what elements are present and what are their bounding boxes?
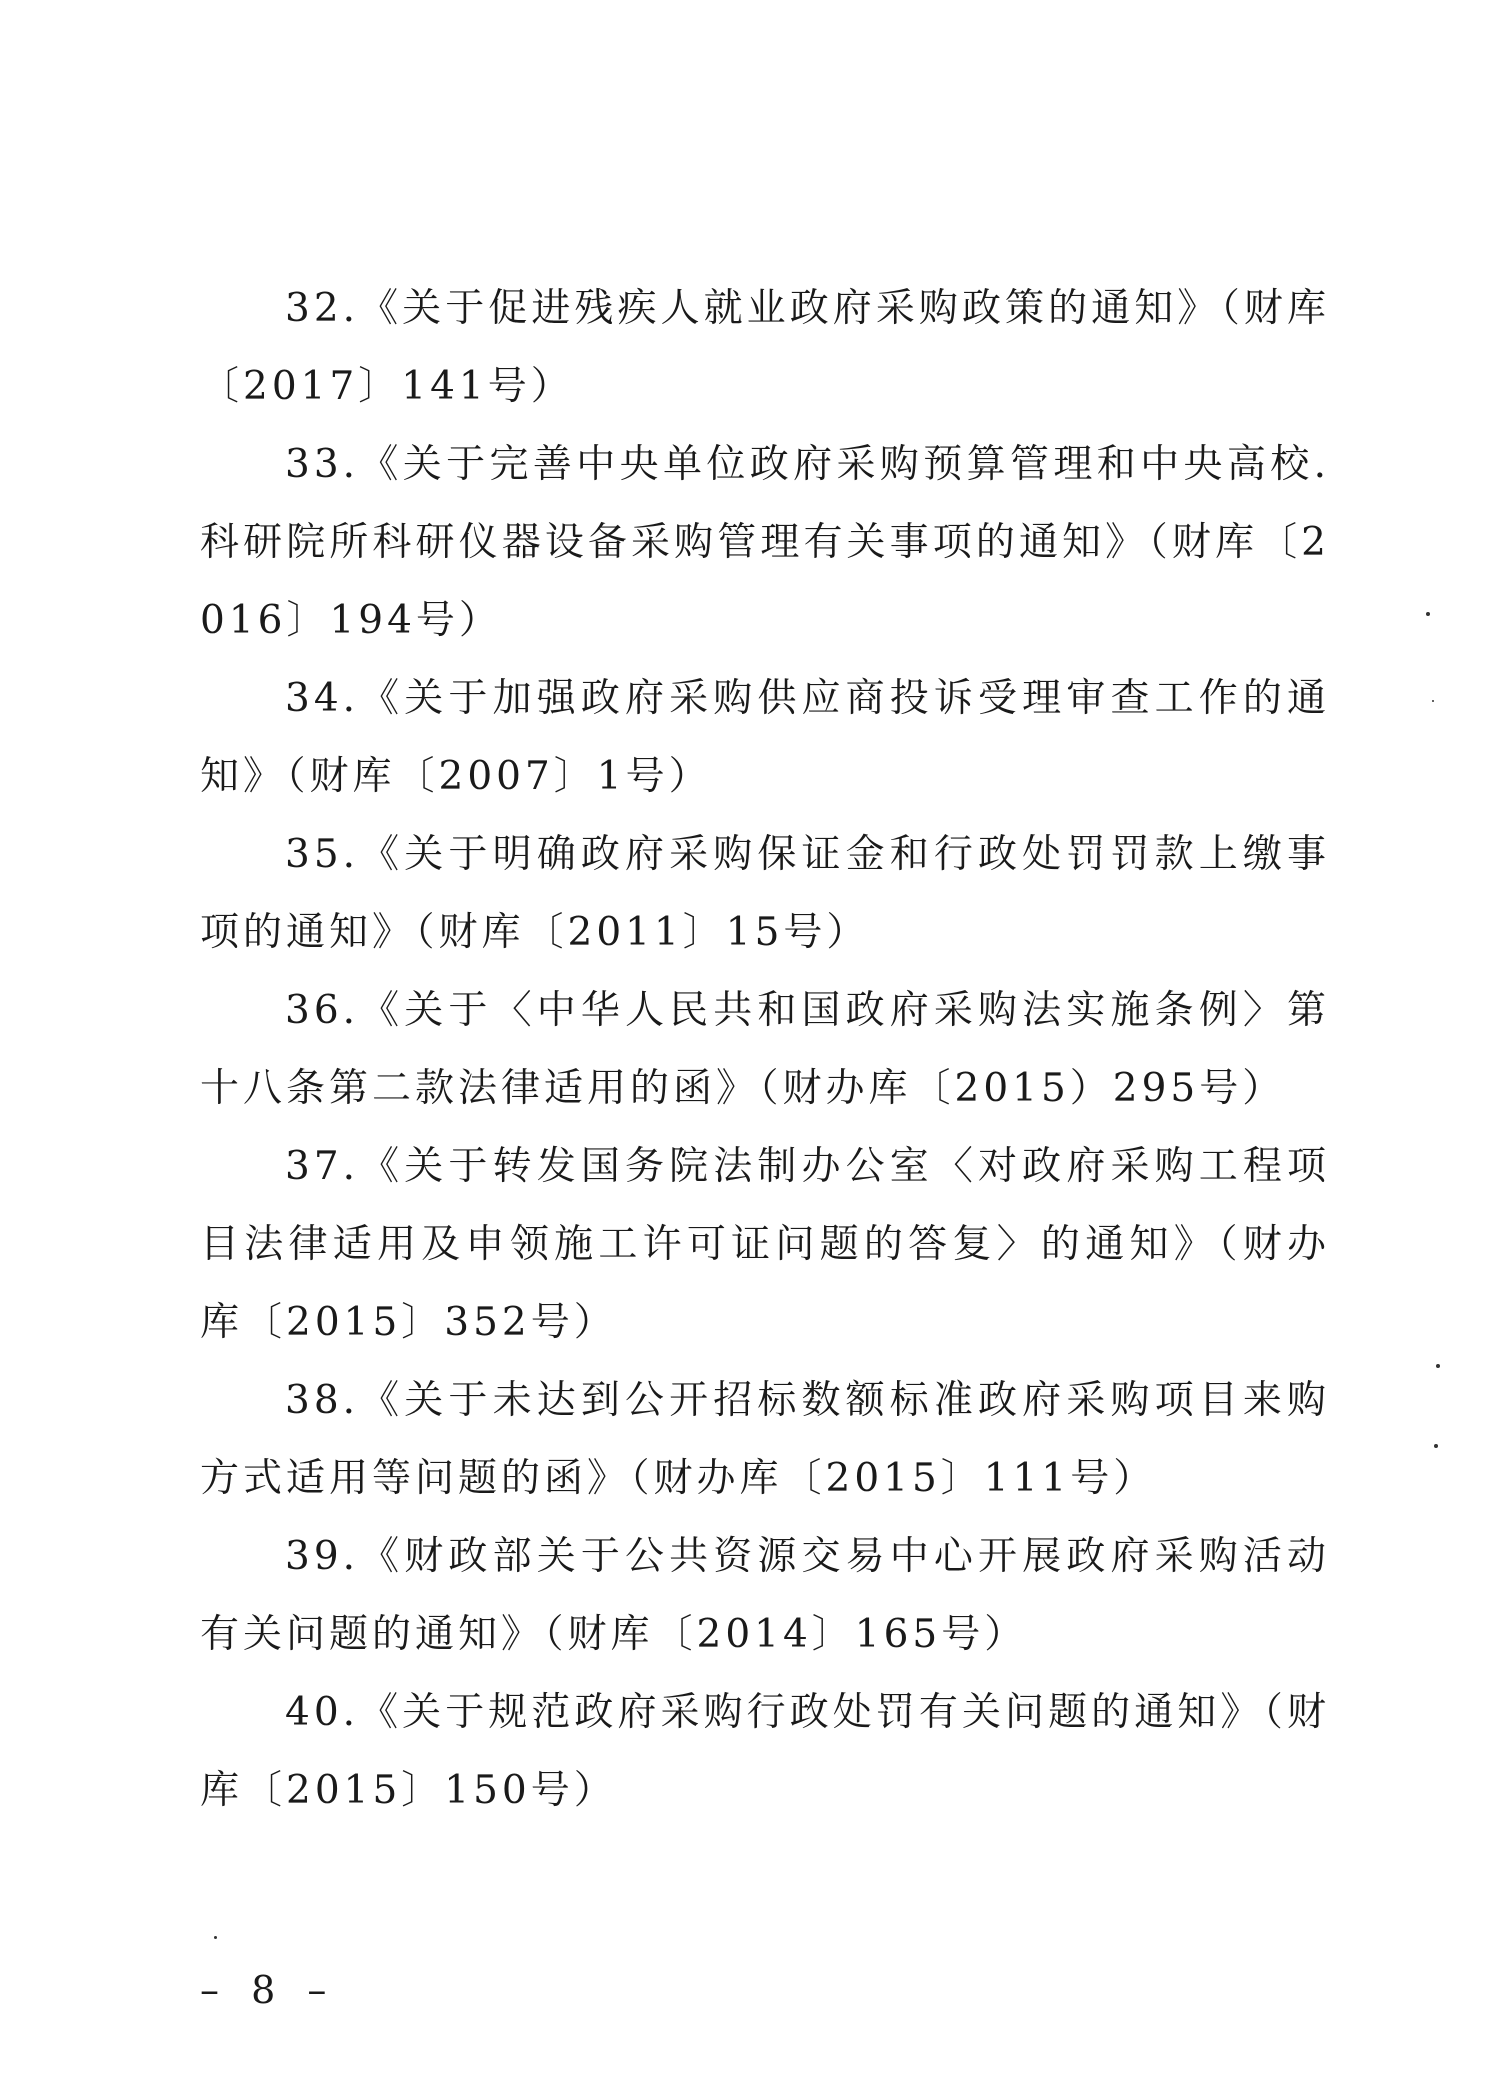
list-item: 34.《关于加强政府采购供应商投诉受理审查工作的通知》（财库〔2007〕1号） (200, 676, 1330, 799)
regulation-list (200, 270, 1330, 1830)
list-item: 35.《关于明确政府采购保证金和行政处罚罚款上缴事项的通知》（财库〔2011〕15号） (200, 832, 1330, 955)
list-item: 40.《关于规范政府采购行政处罚有关问题的通知》（财库〔2015〕150号） (200, 1690, 1330, 1813)
list-item: 38.《关于未达到公开招标数额标准政府采购项目来购方式适用等问题的函》（财办库〔2015〕111号） (200, 1378, 1330, 1501)
list-item: 32.《关于促进残疾人就业政府采购政策的通知》（财库〔2017〕141号） (200, 286, 1330, 409)
scan-speck (1432, 700, 1434, 702)
list-item: 36.《关于〈中华人民共和国政府采购法实施条例〉第十八条第二款法律适用的函》（财办库〔2015）295号） (200, 988, 1330, 1111)
page-number: – 8 – (200, 1968, 337, 2012)
scan-speck (1434, 1444, 1438, 1448)
list-item: 33.《关于完善中央单位政府采购预算管理和中央高校.科研院所科研仪器设备采购管理有关事项的通知》（财库〔2016〕194号） (200, 442, 1330, 643)
scan-speck (214, 1936, 217, 1939)
scan-speck (1436, 1364, 1440, 1368)
scan-speck (1426, 612, 1430, 616)
list-item: 37.《关于转发国务院法制办公室〈对政府采购工程项目法律适用及申领施工许可证问题的答复〉的通知》（财办库〔2015〕352号） (200, 1144, 1330, 1345)
list-item: 39.《财政部关于公共资源交易中心开展政府采购活动有关问题的通知》（财库〔2014〕165号） (200, 1534, 1330, 1657)
